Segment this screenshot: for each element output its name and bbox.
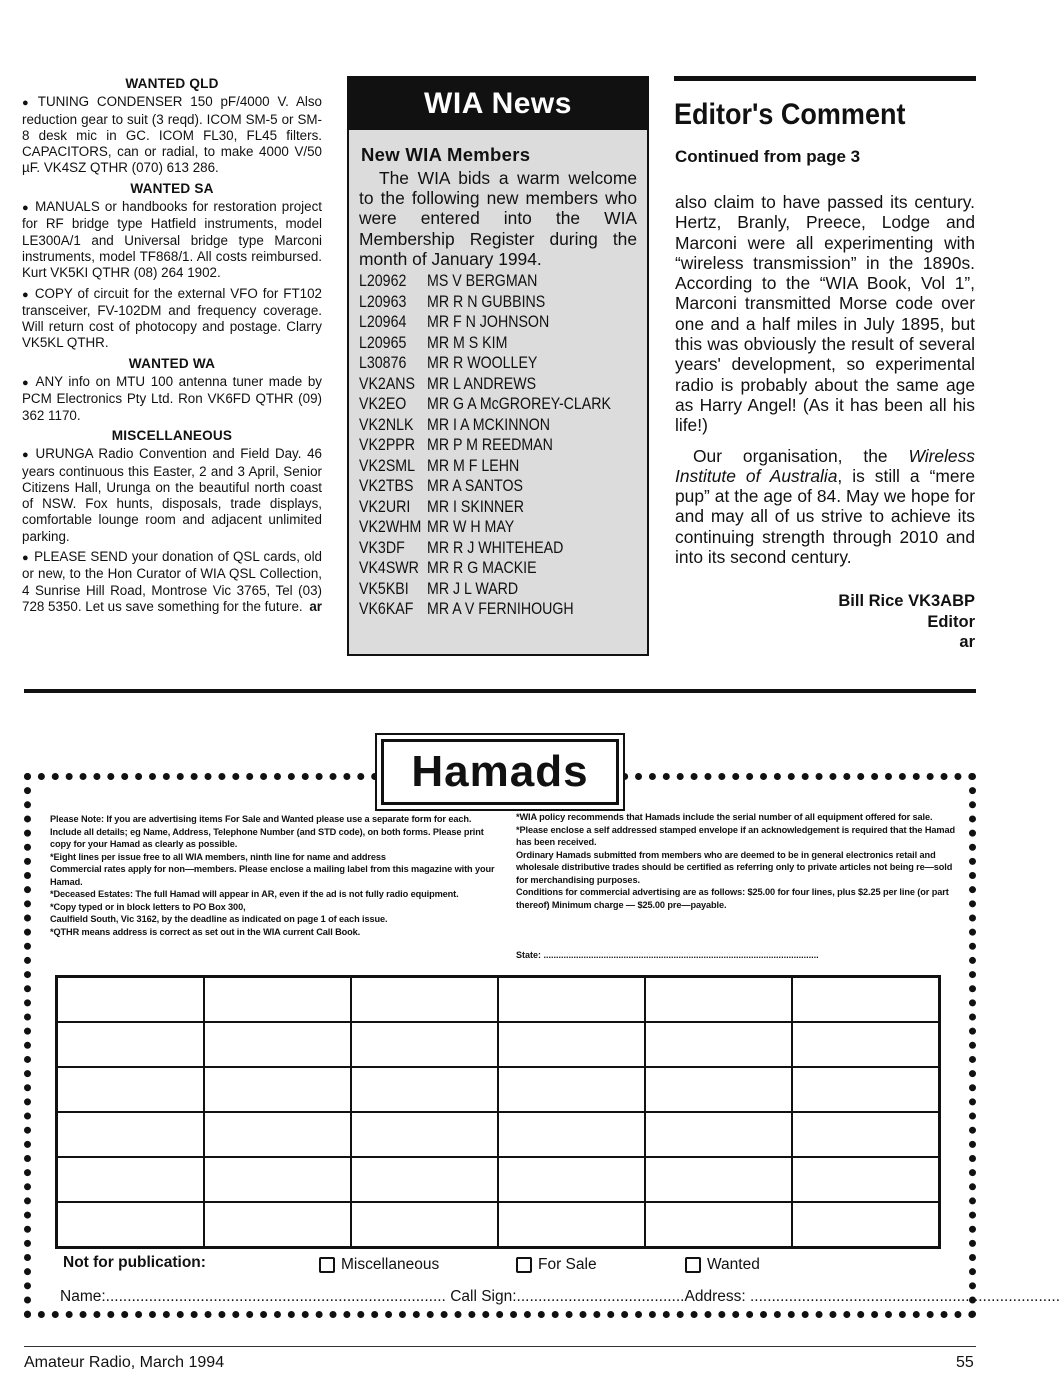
grid-cell[interactable] bbox=[498, 1022, 645, 1067]
grid-cell[interactable] bbox=[792, 1157, 939, 1202]
grid-cell[interactable] bbox=[498, 977, 645, 1023]
checkbox-icon[interactable] bbox=[685, 1257, 701, 1273]
member-name: MR P M REEDMAN bbox=[427, 436, 553, 455]
wia-news-title: WIA News bbox=[349, 78, 647, 130]
member-name: MR J L WARD bbox=[427, 579, 519, 598]
section-miscellaneous bbox=[22, 428, 322, 616]
grid-cell[interactable] bbox=[204, 977, 351, 1023]
member-name: MR A SANTOS bbox=[427, 477, 523, 496]
note-line: Please Note: If you are advertising items For Sale and Wanted please use a separate form for each. Include all details; eg Name, Address, Telephone Number (and STD code), on both forms. Please print copy for your Hamad as clearly as possible. bbox=[50, 814, 484, 849]
grid-cell[interactable] bbox=[204, 1202, 351, 1248]
member-callsign: VK2URI bbox=[359, 497, 411, 516]
address-field[interactable]: ........................................................................ bbox=[745, 1288, 1060, 1305]
grid-row bbox=[57, 1067, 940, 1112]
end-mark: ar bbox=[309, 599, 322, 615]
grid-cell[interactable] bbox=[792, 977, 939, 1023]
checkbox-for-sale[interactable]: For Sale bbox=[516, 1256, 597, 1274]
members-list bbox=[359, 271, 647, 620]
member-name: MR R N GUBBINS bbox=[427, 292, 546, 311]
grid-cell[interactable] bbox=[57, 977, 204, 1023]
member-callsign: VK5KBI bbox=[359, 579, 409, 598]
page-number: 55 bbox=[956, 1354, 974, 1371]
continued-note: Continued from page 3 bbox=[675, 147, 861, 166]
hamads-title-box bbox=[381, 739, 619, 805]
grid-cell[interactable] bbox=[498, 1067, 645, 1112]
note-line: *WIA policy recommends that Hamads include the serial number of all equipment offered for sale. bbox=[516, 812, 933, 822]
grid-cell[interactable] bbox=[204, 1112, 351, 1157]
bullet-icon: ● bbox=[22, 449, 31, 462]
member-row bbox=[359, 435, 647, 456]
member-callsign: VK2NLK bbox=[359, 415, 414, 434]
grid-cell[interactable] bbox=[351, 1022, 498, 1067]
section-heading: WANTED QLD bbox=[125, 76, 219, 91]
classified-ad: ● ANY info on MTU 100 antenna tuner made by PCM Electronics Pty Ltd. Ron VK6FD QTHR (09) 362 1170. bbox=[22, 374, 322, 423]
grid-row bbox=[57, 1022, 940, 1067]
grid-cell[interactable] bbox=[351, 1202, 498, 1248]
section-heading: WANTED WA bbox=[128, 355, 216, 371]
note-line: *Deceased Estates: The full Hamad will appear in AR, even if the ad is not fully radio equipment. bbox=[50, 889, 459, 899]
member-name: MR R WOOLLEY bbox=[427, 354, 538, 373]
grid-cell[interactable] bbox=[351, 1112, 498, 1157]
hamads-notes-left bbox=[50, 813, 495, 938]
grid-row bbox=[57, 1112, 940, 1157]
bullet-icon: ● bbox=[22, 288, 30, 301]
member-callsign: L20962 bbox=[359, 272, 407, 291]
member-callsign: VK2ANS bbox=[359, 374, 416, 393]
section-heading: WANTED SA bbox=[130, 180, 214, 196]
member-row bbox=[359, 497, 647, 518]
callsign-field[interactable]: ....................................... bbox=[516, 1288, 685, 1305]
checkbox-icon[interactable] bbox=[516, 1257, 532, 1273]
member-row bbox=[359, 558, 647, 579]
callsign-label: Call Sign: bbox=[450, 1288, 517, 1305]
note-line: Conditions for commercial advertising are as follows: $25.00 for four lines, plus $2.25 per line (or part thereof) Minimum charge — $25.00 pre—payable. bbox=[516, 887, 949, 910]
grid-cell[interactable] bbox=[351, 1067, 498, 1112]
member-name: MR I SKINNER bbox=[427, 497, 524, 516]
member-row bbox=[359, 394, 647, 415]
editor-comment-title: Editor's Comment bbox=[674, 98, 906, 131]
member-name: MR I A MCKINNON bbox=[427, 415, 550, 434]
member-name: MR W H MAY bbox=[427, 518, 515, 537]
member-row bbox=[359, 415, 647, 436]
member-callsign: VK2TBS bbox=[359, 477, 414, 496]
note-line: Caulfield South, Vic 3162, by the deadline as indicated on page 1 of each issue. bbox=[50, 914, 388, 924]
grid-cell[interactable] bbox=[57, 1157, 204, 1202]
member-callsign: VK3DF bbox=[359, 538, 405, 557]
signature-role: Editor bbox=[927, 612, 975, 631]
grid-cell[interactable] bbox=[498, 1112, 645, 1157]
grid-cell[interactable] bbox=[204, 1067, 351, 1112]
member-row bbox=[359, 374, 647, 395]
note-line: Commercial rates apply for non—members. Please enclose a mailing label from this magazine with your Hamad. bbox=[50, 864, 495, 887]
member-name: MR A V FERNIHOUGH bbox=[427, 600, 574, 619]
member-name: MR R G MACKIE bbox=[427, 559, 537, 578]
bullet-icon: ● bbox=[22, 202, 31, 215]
member-row bbox=[359, 333, 647, 354]
grid-cell[interactable] bbox=[792, 1202, 939, 1248]
grid-row bbox=[57, 1202, 940, 1248]
name-field[interactable]: ............................................................................... bbox=[105, 1288, 446, 1305]
wia-news-box bbox=[347, 76, 649, 656]
bullet-icon: ● bbox=[22, 97, 33, 110]
grid-row bbox=[57, 977, 940, 1023]
member-callsign: VK4SWR bbox=[359, 559, 419, 578]
section-wanted-qld bbox=[22, 76, 322, 177]
hamads-notes-right bbox=[516, 811, 961, 911]
note-line: *Please enclose a self addressed stamped envelope if an acknowledgement is required that the Hamad has been received. bbox=[516, 824, 956, 847]
grid-cell[interactable] bbox=[204, 1022, 351, 1067]
section-wanted-sa bbox=[22, 181, 322, 352]
grid-cell[interactable] bbox=[498, 1157, 645, 1202]
member-row bbox=[359, 517, 647, 538]
classified-ad: ● TUNING CONDENSER 150 pF/4000 V. Also reduction gear to suit (3 reqd). ICOM SM-5 or SM-8 desk mic in GC. ICOM FL30, FL45 filters. CAPACITORS, can or radial, to make 4000 V/50 µF. VK4SZ QTHR (070) 613 286. bbox=[22, 94, 322, 176]
section-wanted-wa bbox=[22, 356, 322, 424]
member-row bbox=[359, 538, 647, 559]
bullet-icon: ● bbox=[22, 377, 31, 390]
not-for-publication-label: Not for publication: bbox=[63, 1254, 206, 1271]
state-label: State: bbox=[516, 950, 542, 960]
editor-paragraph: Our organisation, the Wireless Institute of Australia, is still a “mere pup” at the age of 84. May we hope for and may all of us strive to achieve its continuing strength through 2010 and into its second century. bbox=[675, 445, 975, 568]
editor-signature bbox=[760, 591, 975, 653]
hamads-title: Hamads bbox=[411, 747, 589, 796]
name-label: Name: bbox=[60, 1288, 106, 1305]
section-heading: MISCELLANEOUS bbox=[111, 427, 233, 443]
classified-column bbox=[22, 74, 322, 616]
grid-cell[interactable] bbox=[645, 1112, 792, 1157]
grid-cell[interactable] bbox=[57, 1022, 204, 1067]
member-name: MR L ANDREWS bbox=[427, 374, 537, 393]
grid-cell[interactable] bbox=[57, 1067, 204, 1112]
editor-paragraph: also claim to have passed its century. Hertz, Branly, Preece, Lodge and Marconi were all experimenting with “wireless transmission” in the 1890s. According to the “WIA Book, Vol 1”, Marconi transmitted Morse code over one and a half miles in July 1895, but this was obviously the result of several years' development, so experimental radio is probably about the same age as Harry Angel! (As it has been all his life!) bbox=[675, 192, 975, 436]
welcome-paragraph: The WIA bids a warm welcome to the following new members who were entered into the WIA Membership Register during the month of January 1994. bbox=[359, 168, 637, 269]
grid-cell[interactable] bbox=[498, 1202, 645, 1248]
member-callsign: VK2SML bbox=[359, 456, 416, 475]
member-name: MR M S KIM bbox=[427, 333, 508, 352]
state-field[interactable]: State: .............................................................................................................. bbox=[516, 950, 819, 960]
member-callsign: L20964 bbox=[359, 313, 407, 332]
contact-row bbox=[60, 1288, 1060, 1306]
member-callsign: VK6KAF bbox=[359, 600, 414, 619]
member-row bbox=[359, 271, 647, 292]
member-name: MR F N JOHNSON bbox=[427, 313, 550, 332]
grid-cell[interactable] bbox=[57, 1112, 204, 1157]
grid-cell[interactable] bbox=[204, 1157, 351, 1202]
note-line: *Eight lines per issue free to all WIA members, ninth line for name and address bbox=[50, 851, 386, 862]
member-name: MS V BERGMAN bbox=[427, 272, 538, 291]
address-label: Address: bbox=[684, 1288, 746, 1305]
member-row bbox=[359, 312, 647, 333]
grid-cell[interactable] bbox=[351, 1157, 498, 1202]
editor-comment-body bbox=[675, 192, 975, 577]
member-callsign: VK2PPR bbox=[359, 436, 416, 455]
grid-cell[interactable] bbox=[645, 1067, 792, 1112]
member-callsign: VK2EO bbox=[359, 395, 407, 414]
grid-cell[interactable] bbox=[645, 977, 792, 1023]
section-divider bbox=[24, 689, 976, 693]
member-row bbox=[359, 353, 647, 374]
checkbox-wanted[interactable]: Wanted bbox=[685, 1256, 760, 1274]
grid-cell[interactable] bbox=[57, 1202, 204, 1248]
member-callsign: L20963 bbox=[359, 292, 407, 311]
grid-cell[interactable] bbox=[645, 1157, 792, 1202]
grid-cell[interactable] bbox=[792, 1112, 939, 1157]
classified-ad: ● URUNGA Radio Convention and Field Day. 46 years continuous this Easter, 2 and 3 April, Senior Citizens Hall, Urunga on the beautiful north coast of NSW. Fox hunts, disposals, trade displays, comfortable lounge room and adjacent unlimited parking. bbox=[22, 446, 322, 544]
member-callsign: VK2WHM bbox=[359, 518, 422, 537]
member-row bbox=[359, 599, 647, 620]
footer-rule bbox=[24, 1346, 976, 1347]
editor-top-rule bbox=[674, 76, 976, 81]
publication-footer: Amateur Radio, March 1994 bbox=[24, 1354, 225, 1371]
end-mark: ar bbox=[959, 633, 975, 651]
signature-name: Bill Rice VK3ABP bbox=[838, 592, 975, 610]
grid-row bbox=[57, 1157, 940, 1202]
grid-cell[interactable] bbox=[645, 1202, 792, 1248]
checkbox-icon[interactable] bbox=[319, 1257, 335, 1273]
note-line: Ordinary Hamads submitted from members who are deemed to be in general electronics retail and wholesale distributive trades should be certified as referring only to private articles not being re—sold for merchandising purposes. bbox=[516, 849, 953, 885]
not-for-publication-row bbox=[63, 1254, 963, 1278]
member-row bbox=[359, 579, 647, 600]
note-line: *QTHR means address is correct as set out in the WIA current Call Book. bbox=[50, 926, 361, 937]
grid-cell[interactable] bbox=[351, 977, 498, 1023]
member-name: MR G A McGROREY-CLARK bbox=[427, 395, 611, 414]
member-name: MR M F LEHN bbox=[427, 456, 520, 475]
member-row bbox=[359, 292, 647, 313]
grid-cell[interactable] bbox=[792, 1067, 939, 1112]
grid-cell[interactable] bbox=[645, 1022, 792, 1067]
classified-ad: ● MANUALS or handbooks for restoration project for RF bridge type Hatfield instruments, model LE300A/1 and Universal bridge type Marconi instruments, model TF868/1. All costs reimbursed. Kurt VK5KI QTHR (08) 264 1902. bbox=[22, 199, 322, 281]
grid-cell[interactable] bbox=[792, 1022, 939, 1067]
member-callsign: L20965 bbox=[359, 333, 407, 352]
classified-ad: ● COPY of circuit for the external VFO for FT102 transceiver, FV-102DM and frequency coverage. Will return cost of photocopy and postage. Clarry VK5KL QTHR. bbox=[22, 285, 322, 351]
classified-ad: ● PLEASE SEND your donation of QSL cards, old or new, to the Hon Curator of WIA QSL Collection, 4 Sunrise Hill Road, Montrose Vic 3765, Tel (03) 728 5350. Let us save something for the future. bbox=[22, 549, 322, 614]
checkbox-miscellaneous[interactable]: Miscellaneous bbox=[319, 1256, 439, 1274]
member-name: MR R J WHITEHEAD bbox=[427, 538, 564, 557]
hamad-entry-grid[interactable] bbox=[55, 975, 941, 1249]
note-line: *Copy typed or in block letters to PO Box 300, bbox=[50, 901, 246, 912]
member-row bbox=[359, 476, 647, 497]
member-row bbox=[359, 456, 647, 477]
member-callsign: L30876 bbox=[359, 354, 407, 373]
bullet-icon: ● bbox=[22, 552, 30, 565]
new-members-heading: New WIA Members bbox=[361, 144, 531, 165]
